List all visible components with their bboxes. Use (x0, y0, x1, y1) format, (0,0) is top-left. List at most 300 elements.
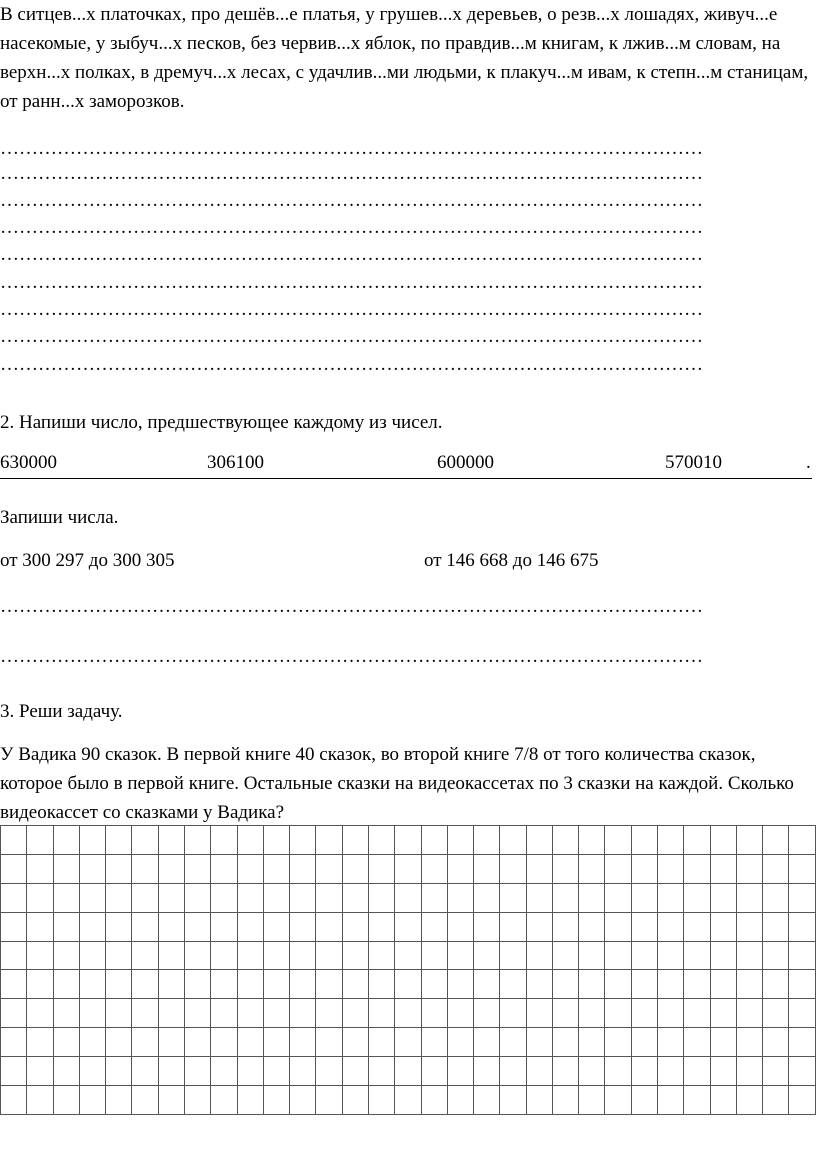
grid-cell[interactable] (500, 970, 526, 999)
grid-cell[interactable] (421, 912, 447, 941)
grid-cell[interactable] (789, 970, 816, 999)
grid-cell[interactable] (500, 912, 526, 941)
grid-cell[interactable] (1, 912, 27, 941)
grid-cell[interactable] (132, 999, 158, 1028)
grid-cell[interactable] (710, 970, 736, 999)
grid-cell[interactable] (658, 854, 684, 883)
grid-cell[interactable] (342, 1057, 368, 1086)
grid-cell[interactable] (658, 1057, 684, 1086)
grid-cell[interactable] (474, 826, 500, 855)
grid-cell[interactable] (474, 1028, 500, 1057)
grid-cell[interactable] (316, 1028, 342, 1057)
grid-cell[interactable] (631, 970, 657, 999)
grid-cell[interactable] (316, 912, 342, 941)
grid-cell[interactable] (552, 854, 578, 883)
grid-cell[interactable] (526, 1057, 552, 1086)
grid-cell[interactable] (158, 970, 184, 999)
grid-cell[interactable] (395, 941, 421, 970)
grid-cell[interactable] (316, 1057, 342, 1086)
grid-cell[interactable] (342, 999, 368, 1028)
grid-cell[interactable] (106, 1057, 132, 1086)
grid-cell[interactable] (447, 1028, 473, 1057)
grid-cell[interactable] (132, 1028, 158, 1057)
grid-cell[interactable] (53, 912, 79, 941)
grid-cell[interactable] (710, 854, 736, 883)
grid-cell[interactable] (395, 912, 421, 941)
grid-cell[interactable] (290, 1086, 316, 1115)
grid-cell[interactable] (736, 826, 762, 855)
grid-cell[interactable] (79, 1057, 105, 1086)
grid-cell[interactable] (710, 941, 736, 970)
answer-line[interactable]: ………………………………………………………………………………………………… (0, 139, 703, 159)
grid-cell[interactable] (552, 970, 578, 999)
grid-cell[interactable] (579, 1028, 605, 1057)
grid-cell[interactable] (132, 912, 158, 941)
grid-cell[interactable] (710, 883, 736, 912)
grid-cell[interactable] (158, 854, 184, 883)
grid-cell[interactable] (53, 1086, 79, 1115)
grid-cell[interactable] (184, 999, 210, 1028)
grid-cell[interactable] (421, 826, 447, 855)
grid-cell[interactable] (631, 1057, 657, 1086)
grid-cell[interactable] (79, 854, 105, 883)
grid-cell[interactable] (263, 1086, 289, 1115)
grid-cell[interactable] (237, 1057, 263, 1086)
grid-cell[interactable] (710, 1028, 736, 1057)
grid-cell[interactable] (631, 941, 657, 970)
grid-cell[interactable] (789, 1086, 816, 1115)
grid-cell[interactable] (579, 1057, 605, 1086)
grid-cell[interactable] (474, 883, 500, 912)
grid-cell[interactable] (158, 1057, 184, 1086)
grid-cell[interactable] (658, 970, 684, 999)
grid-cell[interactable] (552, 999, 578, 1028)
grid-cell[interactable] (605, 912, 631, 941)
grid-cell[interactable] (447, 912, 473, 941)
grid-cell[interactable] (552, 826, 578, 855)
grid-cell[interactable] (158, 999, 184, 1028)
grid-cell[interactable] (132, 1086, 158, 1115)
grid-cell[interactable] (211, 941, 237, 970)
grid-cell[interactable] (631, 912, 657, 941)
grid-cell[interactable] (158, 1086, 184, 1115)
grid-cell[interactable] (342, 854, 368, 883)
grid-cell[interactable] (736, 883, 762, 912)
grid-cell[interactable] (132, 941, 158, 970)
grid-cell[interactable] (579, 826, 605, 855)
grid-cell[interactable] (658, 912, 684, 941)
grid-cell[interactable] (500, 883, 526, 912)
grid-cell[interactable] (736, 941, 762, 970)
grid-cell[interactable] (579, 1086, 605, 1115)
grid-cell[interactable] (526, 1028, 552, 1057)
grid-cell[interactable] (368, 854, 394, 883)
grid-cell[interactable] (605, 1086, 631, 1115)
grid-cell[interactable] (368, 970, 394, 999)
grid-cell[interactable] (290, 854, 316, 883)
grid-cell[interactable] (263, 826, 289, 855)
answer-line[interactable]: ………………………………………………………………………………………………… (0, 218, 703, 238)
grid-cell[interactable] (763, 999, 789, 1028)
grid-cell[interactable] (684, 970, 710, 999)
grid-cell[interactable] (79, 883, 105, 912)
grid-cell[interactable] (263, 970, 289, 999)
grid-cell[interactable] (27, 854, 53, 883)
grid-cell[interactable] (132, 883, 158, 912)
grid-cell[interactable] (27, 999, 53, 1028)
grid-cell[interactable] (421, 1057, 447, 1086)
grid-cell[interactable] (763, 941, 789, 970)
grid-cell[interactable] (27, 1028, 53, 1057)
grid-cell[interactable] (237, 826, 263, 855)
grid-cell[interactable] (132, 1057, 158, 1086)
grid-cell[interactable] (53, 854, 79, 883)
grid-cell[interactable] (474, 941, 500, 970)
grid-cell[interactable] (342, 826, 368, 855)
grid-cell[interactable] (789, 826, 816, 855)
grid-cell[interactable] (27, 941, 53, 970)
grid-cell[interactable] (53, 826, 79, 855)
grid-cell[interactable] (263, 883, 289, 912)
grid-cell[interactable] (684, 1086, 710, 1115)
grid-cell[interactable] (500, 854, 526, 883)
grid-cell[interactable] (605, 1028, 631, 1057)
grid-cell[interactable] (447, 1057, 473, 1086)
grid-cell[interactable] (552, 941, 578, 970)
answer-grid[interactable] (0, 825, 816, 1115)
grid-cell[interactable] (500, 941, 526, 970)
grid-cell[interactable] (316, 941, 342, 970)
grid-cell[interactable] (421, 999, 447, 1028)
grid-cell[interactable] (368, 1057, 394, 1086)
grid-cell[interactable] (552, 883, 578, 912)
grid-cell[interactable] (316, 883, 342, 912)
grid-cell[interactable] (342, 1086, 368, 1115)
grid-cell[interactable] (79, 826, 105, 855)
grid-cell[interactable] (368, 999, 394, 1028)
grid-cell[interactable] (53, 999, 79, 1028)
grid-cell[interactable] (53, 941, 79, 970)
grid-cell[interactable] (211, 1086, 237, 1115)
grid-cell[interactable] (237, 1028, 263, 1057)
grid-cell[interactable] (763, 1028, 789, 1057)
grid-cell[interactable] (184, 854, 210, 883)
grid-cell[interactable] (27, 826, 53, 855)
grid-cell[interactable] (658, 999, 684, 1028)
grid-cell[interactable] (631, 854, 657, 883)
grid-cell[interactable] (631, 999, 657, 1028)
grid-cell[interactable] (368, 1028, 394, 1057)
grid-cell[interactable] (552, 1028, 578, 1057)
grid-cell[interactable] (184, 1028, 210, 1057)
grid-cell[interactable] (106, 1028, 132, 1057)
grid-cell[interactable] (263, 854, 289, 883)
grid-cell[interactable] (27, 1057, 53, 1086)
grid-cell[interactable] (658, 1086, 684, 1115)
answer-line[interactable]: ………………………………………………………………………………………………… (0, 245, 703, 265)
grid-cell[interactable] (184, 826, 210, 855)
grid-cell[interactable] (684, 883, 710, 912)
grid-cell[interactable] (237, 970, 263, 999)
grid-cell[interactable] (1, 941, 27, 970)
grid-cell[interactable] (290, 941, 316, 970)
grid-cell[interactable] (763, 1057, 789, 1086)
grid-cell[interactable] (211, 999, 237, 1028)
grid-cell[interactable] (1, 1057, 27, 1086)
grid-cell[interactable] (106, 970, 132, 999)
grid-cell[interactable] (474, 970, 500, 999)
grid-cell[interactable] (158, 826, 184, 855)
grid-cell[interactable] (263, 999, 289, 1028)
grid-cell[interactable] (368, 826, 394, 855)
grid-cell[interactable] (684, 941, 710, 970)
grid-cell[interactable] (789, 1057, 816, 1086)
grid-cell[interactable] (263, 1057, 289, 1086)
answer-line[interactable]: ………………………………………………………………………………………………… (0, 647, 703, 667)
grid-cell[interactable] (631, 1086, 657, 1115)
grid-cell[interactable] (368, 912, 394, 941)
grid-cell[interactable] (579, 941, 605, 970)
grid-cell[interactable] (736, 1028, 762, 1057)
grid-cell[interactable] (710, 1057, 736, 1086)
answer-line[interactable]: ………………………………………………………………………………………………… (0, 327, 703, 347)
grid-cell[interactable] (237, 1086, 263, 1115)
grid-cell[interactable] (447, 970, 473, 999)
grid-cell[interactable] (237, 883, 263, 912)
grid-cell[interactable] (474, 1086, 500, 1115)
answer-line[interactable]: ………………………………………………………………………………………………… (0, 164, 703, 184)
grid-cell[interactable] (789, 999, 816, 1028)
grid-cell[interactable] (684, 826, 710, 855)
answer-line[interactable]: ………………………………………………………………………………………………… (0, 191, 703, 211)
grid-cell[interactable] (763, 854, 789, 883)
grid-cell[interactable] (605, 941, 631, 970)
grid-cell[interactable] (736, 912, 762, 941)
grid-cell[interactable] (79, 1028, 105, 1057)
grid-cell[interactable] (290, 826, 316, 855)
grid-cell[interactable] (106, 883, 132, 912)
grid-cell[interactable] (579, 912, 605, 941)
grid-cell[interactable] (552, 1057, 578, 1086)
grid-cell[interactable] (106, 1086, 132, 1115)
grid-cell[interactable] (526, 883, 552, 912)
grid-cell[interactable] (552, 912, 578, 941)
grid-cell[interactable] (184, 883, 210, 912)
grid-cell[interactable] (500, 1028, 526, 1057)
grid-cell[interactable] (447, 941, 473, 970)
grid-cell[interactable] (237, 941, 263, 970)
grid-cell[interactable] (710, 826, 736, 855)
grid-cell[interactable] (342, 912, 368, 941)
grid-cell[interactable] (316, 826, 342, 855)
grid-cell[interactable] (368, 941, 394, 970)
grid-cell[interactable] (421, 883, 447, 912)
grid-cell[interactable] (158, 941, 184, 970)
grid-cell[interactable] (605, 854, 631, 883)
grid-cell[interactable] (290, 883, 316, 912)
grid-cell[interactable] (763, 970, 789, 999)
grid-cell[interactable] (368, 883, 394, 912)
grid-cell[interactable] (53, 970, 79, 999)
grid-cell[interactable] (736, 1086, 762, 1115)
grid-cell[interactable] (342, 1028, 368, 1057)
grid-cell[interactable] (158, 1028, 184, 1057)
grid-cell[interactable] (605, 999, 631, 1028)
grid-cell[interactable] (27, 970, 53, 999)
grid-cell[interactable] (763, 1086, 789, 1115)
grid-cell[interactable] (53, 883, 79, 912)
grid-cell[interactable] (684, 999, 710, 1028)
grid-cell[interactable] (605, 883, 631, 912)
grid-cell[interactable] (710, 912, 736, 941)
grid-cell[interactable] (342, 941, 368, 970)
grid-cell[interactable] (106, 941, 132, 970)
grid-cell[interactable] (184, 970, 210, 999)
grid-cell[interactable] (447, 999, 473, 1028)
grid-cell[interactable] (79, 1086, 105, 1115)
grid-cell[interactable] (421, 970, 447, 999)
grid-cell[interactable] (211, 1057, 237, 1086)
grid-cell[interactable] (736, 999, 762, 1028)
grid-cell[interactable] (789, 1028, 816, 1057)
grid-cell[interactable] (211, 1028, 237, 1057)
grid-cell[interactable] (132, 826, 158, 855)
grid-cell[interactable] (684, 1057, 710, 1086)
grid-cell[interactable] (106, 854, 132, 883)
grid-cell[interactable] (447, 826, 473, 855)
grid-cell[interactable] (1, 1086, 27, 1115)
grid-cell[interactable] (579, 854, 605, 883)
grid-cell[interactable] (789, 912, 816, 941)
grid-cell[interactable] (526, 999, 552, 1028)
grid-cell[interactable] (684, 1028, 710, 1057)
grid-cell[interactable] (53, 1057, 79, 1086)
grid-cell[interactable] (500, 1057, 526, 1086)
grid-cell[interactable] (526, 854, 552, 883)
grid-cell[interactable] (684, 912, 710, 941)
grid-cell[interactable] (106, 912, 132, 941)
grid-cell[interactable] (132, 970, 158, 999)
grid-cell[interactable] (1, 883, 27, 912)
grid-cell[interactable] (736, 970, 762, 999)
grid-cell[interactable] (106, 999, 132, 1028)
grid-cell[interactable] (395, 970, 421, 999)
grid-cell[interactable] (710, 999, 736, 1028)
grid-cell[interactable] (474, 912, 500, 941)
grid-cell[interactable] (368, 1086, 394, 1115)
grid-cell[interactable] (53, 1028, 79, 1057)
grid-cell[interactable] (290, 999, 316, 1028)
grid-cell[interactable] (263, 912, 289, 941)
grid-cell[interactable] (605, 1057, 631, 1086)
grid-cell[interactable] (500, 1086, 526, 1115)
grid-cell[interactable] (631, 826, 657, 855)
grid-cell[interactable] (421, 1086, 447, 1115)
grid-cell[interactable] (579, 999, 605, 1028)
grid-cell[interactable] (684, 854, 710, 883)
grid-cell[interactable] (474, 854, 500, 883)
grid-cell[interactable] (526, 912, 552, 941)
grid-cell[interactable] (658, 826, 684, 855)
grid-cell[interactable] (447, 883, 473, 912)
grid-cell[interactable] (658, 883, 684, 912)
grid-cell[interactable] (290, 970, 316, 999)
grid-cell[interactable] (184, 1086, 210, 1115)
grid-cell[interactable] (474, 999, 500, 1028)
grid-cell[interactable] (526, 970, 552, 999)
answer-line[interactable]: ………………………………………………………………………………………………… (0, 273, 703, 293)
grid-cell[interactable] (605, 970, 631, 999)
grid-cell[interactable] (579, 883, 605, 912)
grid-cell[interactable] (421, 941, 447, 970)
grid-cell[interactable] (342, 883, 368, 912)
grid-cell[interactable] (421, 854, 447, 883)
grid-cell[interactable] (500, 826, 526, 855)
grid-cell[interactable] (631, 883, 657, 912)
grid-cell[interactable] (447, 854, 473, 883)
grid-cell[interactable] (1, 1028, 27, 1057)
grid-cell[interactable] (316, 970, 342, 999)
grid-cell[interactable] (395, 1028, 421, 1057)
grid-cell[interactable] (132, 854, 158, 883)
grid-cell[interactable] (211, 854, 237, 883)
grid-cell[interactable] (763, 912, 789, 941)
grid-cell[interactable] (79, 941, 105, 970)
grid-cell[interactable] (500, 999, 526, 1028)
grid-cell[interactable] (658, 1028, 684, 1057)
grid-cell[interactable] (290, 1057, 316, 1086)
grid-cell[interactable] (211, 970, 237, 999)
grid-cell[interactable] (631, 1028, 657, 1057)
grid-cell[interactable] (316, 999, 342, 1028)
grid-cell[interactable] (27, 883, 53, 912)
grid-cell[interactable] (395, 1057, 421, 1086)
grid-cell[interactable] (395, 883, 421, 912)
grid-cell[interactable] (158, 912, 184, 941)
grid-cell[interactable] (763, 883, 789, 912)
grid-cell[interactable] (184, 1057, 210, 1086)
grid-cell[interactable] (395, 826, 421, 855)
grid-cell[interactable] (237, 854, 263, 883)
grid-cell[interactable] (526, 826, 552, 855)
grid-cell[interactable] (658, 941, 684, 970)
grid-cell[interactable] (342, 970, 368, 999)
grid-cell[interactable] (316, 1086, 342, 1115)
grid-cell[interactable] (710, 1086, 736, 1115)
grid-cell[interactable] (1, 999, 27, 1028)
grid-cell[interactable] (552, 1086, 578, 1115)
grid-cell[interactable] (1, 854, 27, 883)
grid-cell[interactable] (106, 826, 132, 855)
grid-cell[interactable] (27, 912, 53, 941)
grid-cell[interactable] (579, 970, 605, 999)
grid-cell[interactable] (79, 912, 105, 941)
grid-cell[interactable] (395, 1086, 421, 1115)
grid-cell[interactable] (526, 1086, 552, 1115)
grid-cell[interactable] (736, 854, 762, 883)
grid-cell[interactable] (736, 1057, 762, 1086)
grid-cell[interactable] (789, 883, 816, 912)
grid-cell[interactable] (395, 999, 421, 1028)
grid-cell[interactable] (79, 999, 105, 1028)
grid-cell[interactable] (1, 826, 27, 855)
grid-cell[interactable] (211, 826, 237, 855)
grid-cell[interactable] (263, 941, 289, 970)
answer-line[interactable]: ………………………………………………………………………………………………… (0, 355, 703, 375)
grid-cell[interactable] (263, 1028, 289, 1057)
grid-cell[interactable] (290, 912, 316, 941)
grid-cell[interactable] (447, 1086, 473, 1115)
